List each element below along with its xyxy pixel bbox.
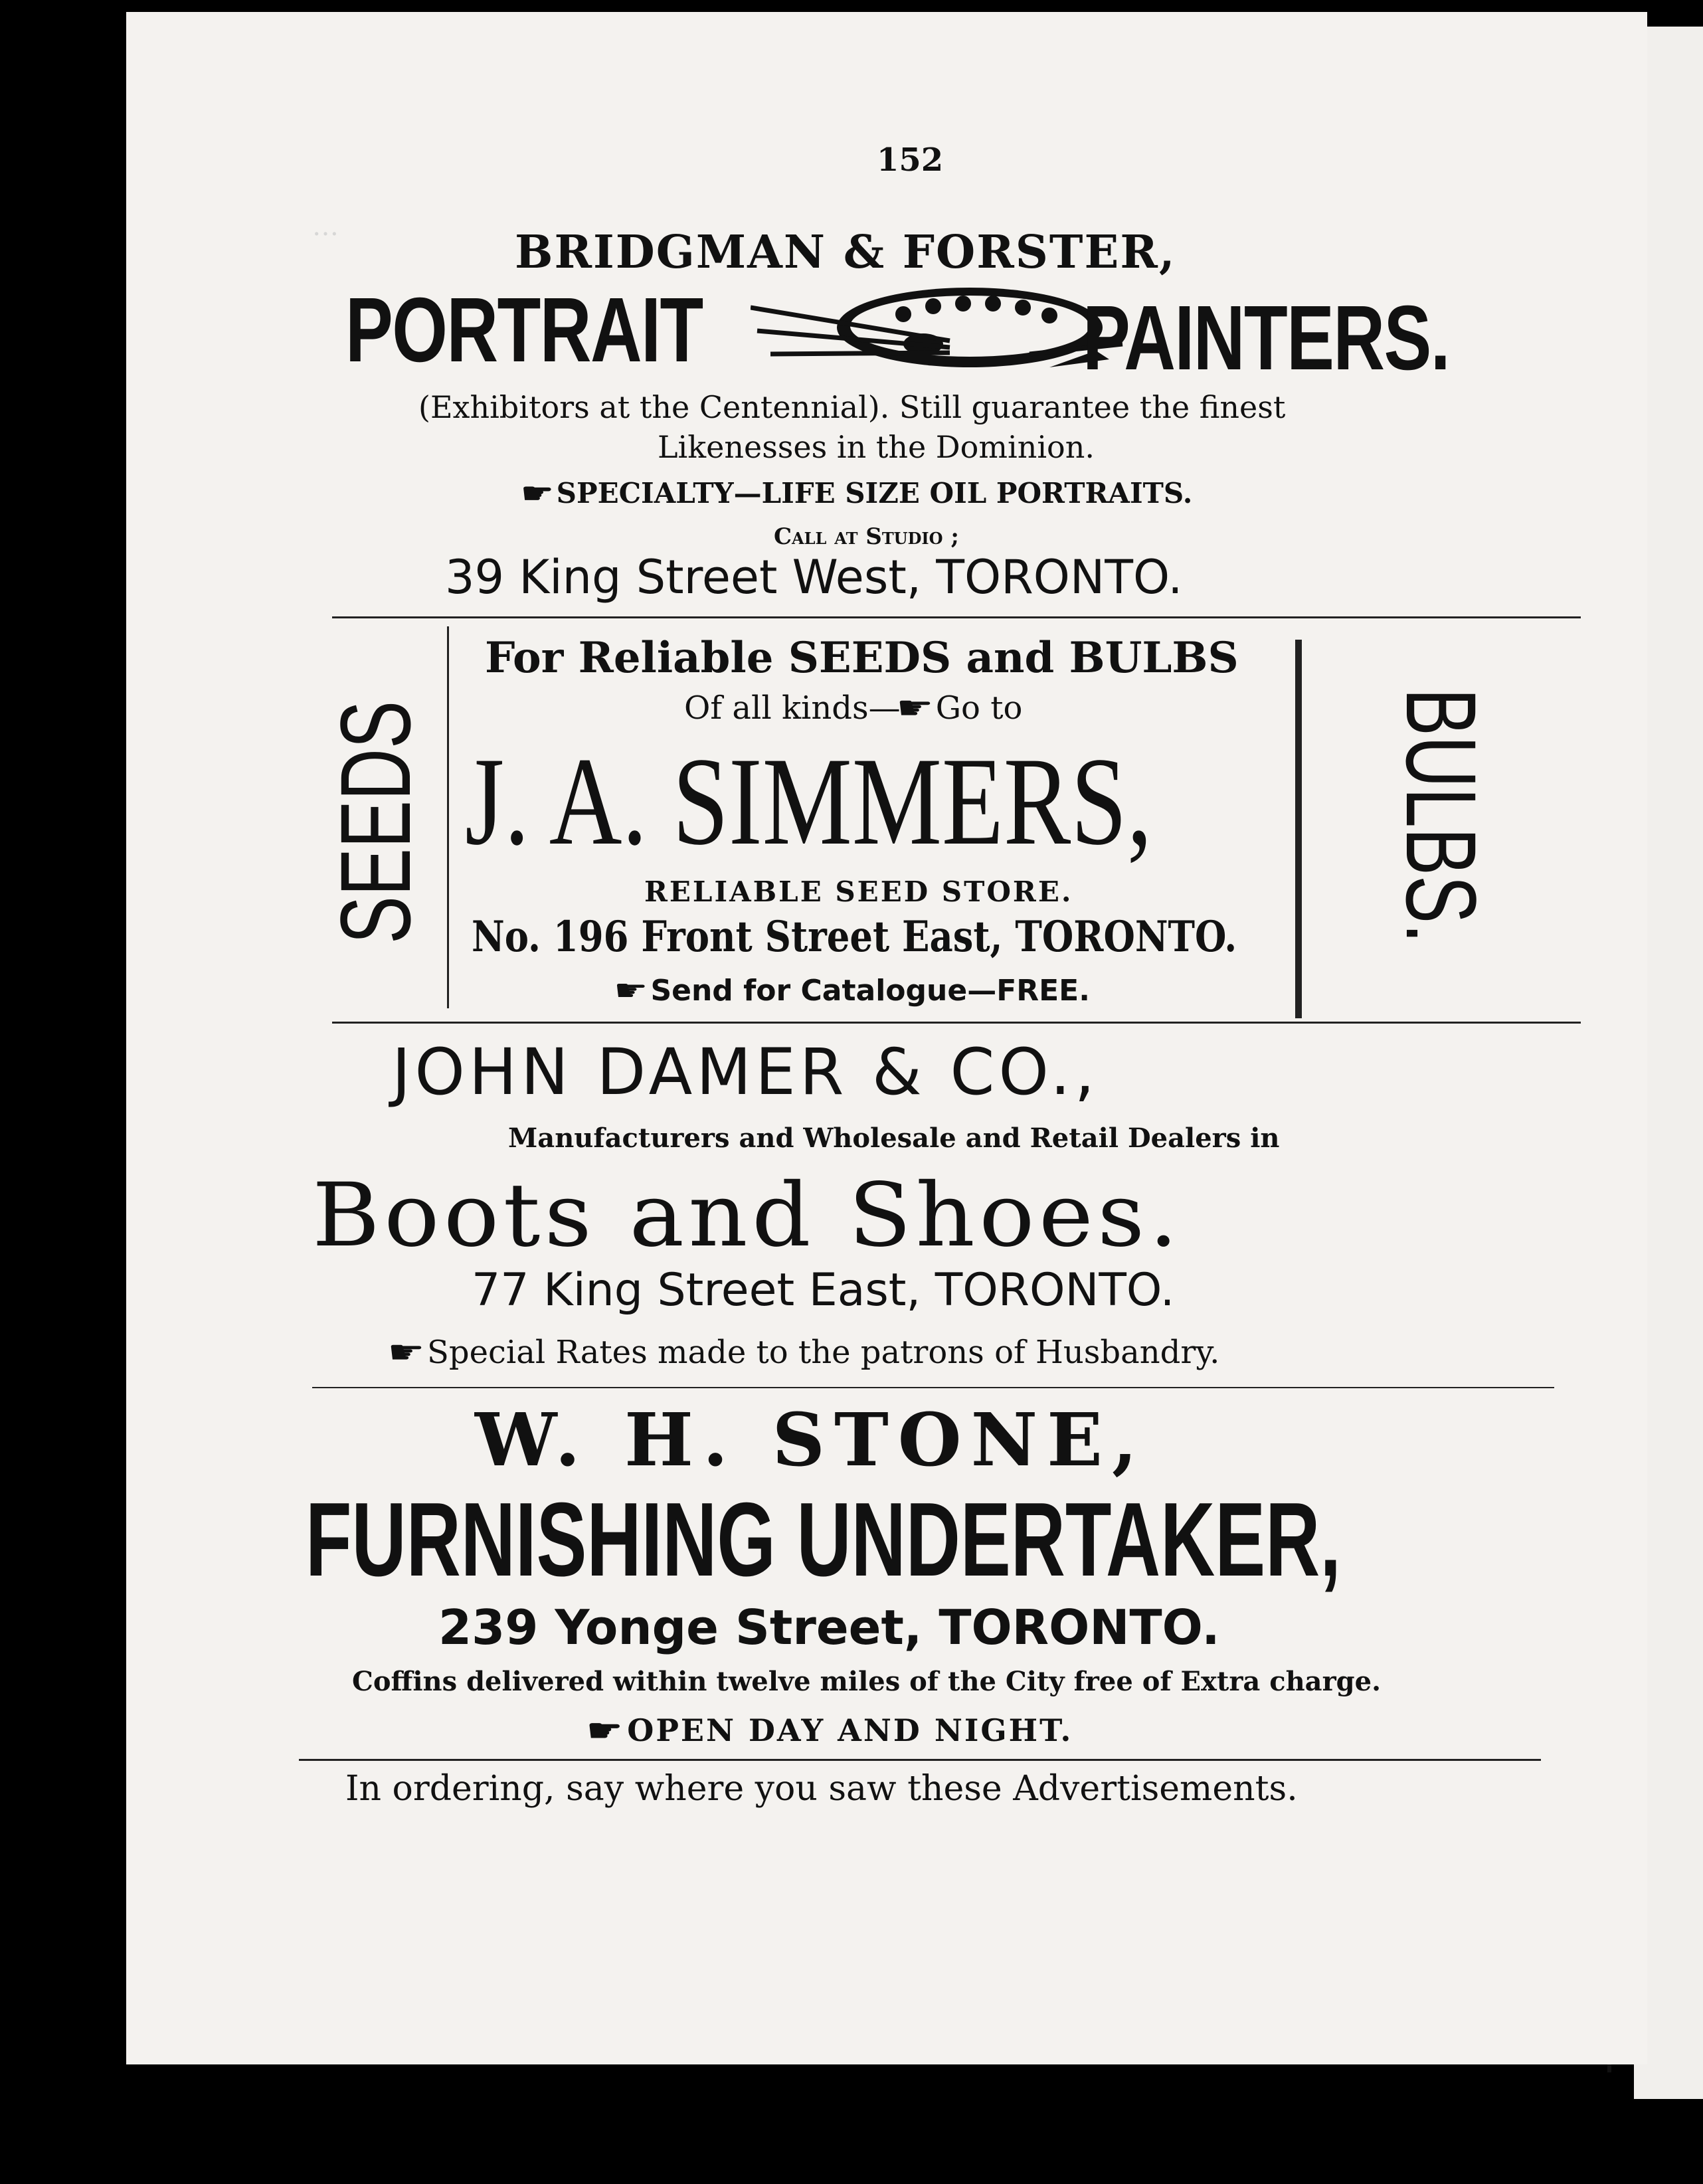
ad3-firm-name: JOHN DAMER & CO., <box>392 1035 1099 1109</box>
ad3-boots-and-shoes: Boots and Shoes. <box>312 1164 1182 1267</box>
ad2-of-all-kinds-line <box>684 689 1022 727</box>
ad2-right-divider <box>1295 640 1302 1018</box>
ad1-call-at-studio: Call at Studio ; <box>774 523 959 550</box>
ad4-bottom-rule <box>299 1759 1541 1761</box>
ad4-hours-line <box>586 1712 1073 1748</box>
ad1-firm-name: BRIDGMAN & FORSTER, <box>515 226 1176 279</box>
ad2-bulbs-vertical: BULBS. <box>1386 687 1497 944</box>
ad1-exhibitors-line: (Exhibitors at the Centennial). Still guarantee the finest <box>418 389 1286 425</box>
painters-palette-icon <box>751 281 1129 387</box>
ad2-seed-store: RELIABLE SEED STORE. <box>644 875 1073 908</box>
pointing-hand-icon: ☛ <box>387 1334 425 1371</box>
ad2-reliable-line: For Reliable SEEDS and BULBS <box>485 633 1239 683</box>
ad1-specialty-line <box>521 477 1193 509</box>
ad2-left-divider <box>447 626 449 1008</box>
ad4-address: 239 Yonge Street, TORONTO. <box>438 1599 1220 1655</box>
ad4-firm-name: W. H. STONE, <box>475 1397 1147 1483</box>
ad3-bottom-rule <box>312 1387 1554 1388</box>
pointing-hand-icon: ☛ <box>614 974 648 1008</box>
ad4-delivery-line: Coffins delivered within twelve miles of the City free of Extra charge. <box>352 1666 1382 1697</box>
show-through-text: … <box>312 211 339 242</box>
ad2-seeds-vertical: SEEDS <box>319 700 431 945</box>
ad2-simmers-name: J. A. SIMMERS, <box>465 732 1152 871</box>
footer-note: In ordering, say where you saw these Advertisements. <box>345 1769 1298 1809</box>
pointing-hand-icon: ☛ <box>896 689 934 727</box>
ad4-hours-text: OPEN DAY AND NIGHT. <box>627 1712 1073 1748</box>
ad2-catalogue-text: Send for Catalogue—FREE. <box>650 974 1090 1008</box>
ad2-top-rule <box>332 616 1581 618</box>
ad1-address: 39 King Street West, TORONTO. <box>445 550 1183 604</box>
ad4-undertaker-heading: FURNISHING UNDERTAKER, <box>306 1481 1341 1598</box>
ad2-go-to-text: Go to <box>935 689 1023 727</box>
page-number: 152 <box>877 141 944 179</box>
ad1-painters-heading: PAINTERS. <box>1083 287 1450 389</box>
pointing-hand-icon: ☛ <box>521 477 554 509</box>
ad3-special-rates-text: Special Rates made to the patrons of Husbandry. <box>427 1334 1220 1371</box>
ad2-catalogue-line <box>614 974 1090 1008</box>
ad1-likenesses-line: Likenesses in the Dominion. <box>658 429 1095 465</box>
ad1-portrait-heading: PORTRAIT <box>345 279 703 381</box>
ad3-address: 77 King Street East, TORONTO. <box>472 1264 1175 1317</box>
ad2-of-all-kinds-text: Of all kinds— <box>684 689 901 727</box>
scanned-page <box>126 12 1647 2064</box>
ad1-specialty-text: SPECIALTY—LIFE SIZE OIL PORTRAITS. <box>556 477 1193 509</box>
ad3-special-rates-line <box>387 1334 1220 1371</box>
pointing-hand-icon: ☛ <box>586 1712 625 1748</box>
ad2-address: No. 196 Front Street East, TORONTO. <box>472 912 1237 962</box>
ad3-description: Manufacturers and Wholesale and Retail Dealers in <box>508 1123 1280 1154</box>
ad2-bottom-rule <box>332 1022 1581 1024</box>
